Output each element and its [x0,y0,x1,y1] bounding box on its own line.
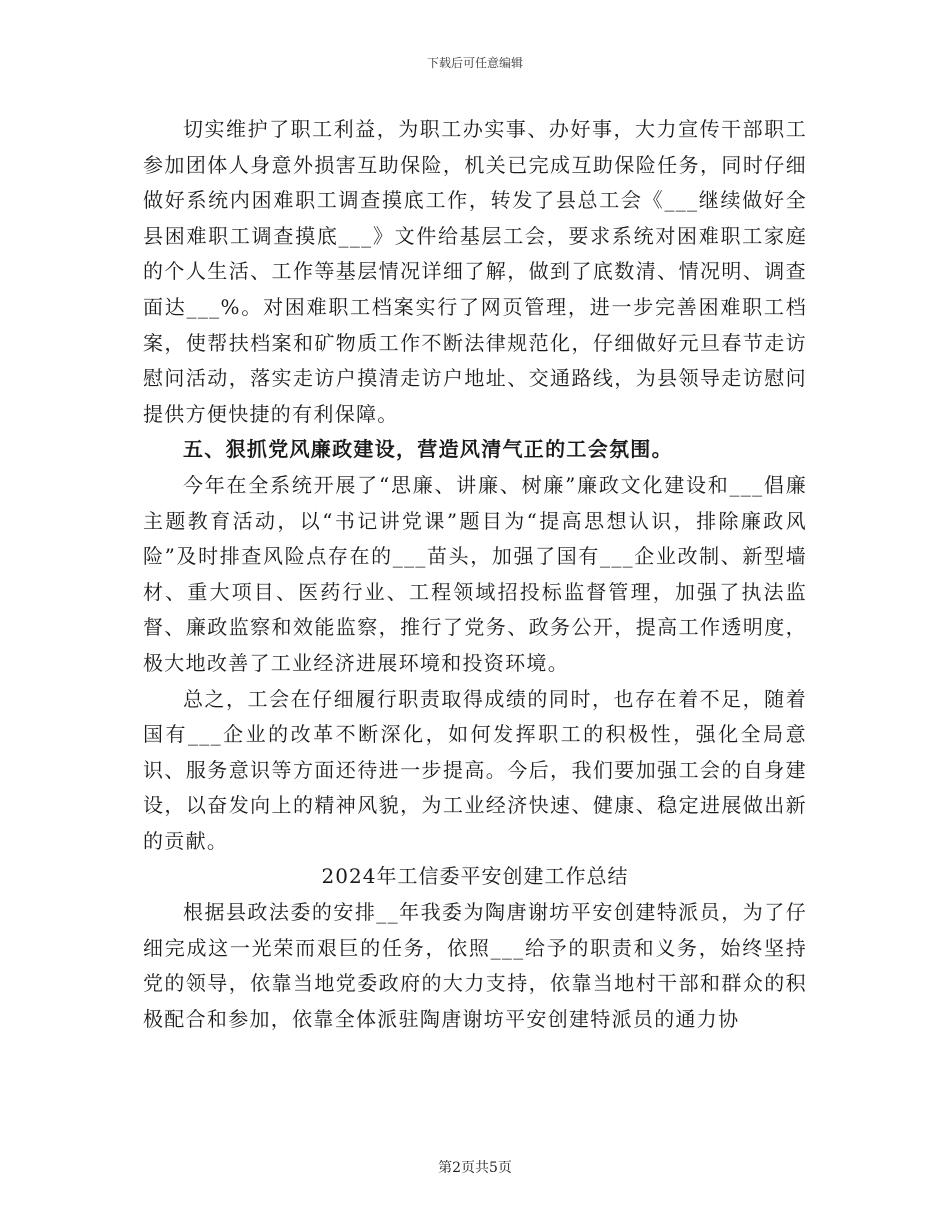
document-title: 2024年工信委平安创建工作总结 [321,864,629,889]
paragraph-summary: 总之，工会在仔细履行职责取得成绩的同时，也存在着不足，随着国有___企业的改革不断深化，如何发挥职工的积极性，强化全局意识、服务意识等方面还待进一步提高。今后，我们要加强工会的自身建设，以奋发向上的精神风貌，为工业经济快速、健康、稳定进展做出新的贡献。 [143,686,807,853]
paragraph-integrity-education: 今年在全系统开展了“思廉、讲廉、树廉”廉政文化建设和___倡廉主题教育活动，以“书记讲党课”题目为“提高思想认识，排除廉政风险”及时排查风险点存在的___苗头，加强了国有___企业改制、新型墙材、重大项目、医药行业、工程领域招投标监督管理，加强了执法监督、廉政监察和效能监察，推行了党务、政务公开，提高工作透明度，极大地改善了工业经济进展环境和投资环境。 [143,472,807,675]
page-header: 下载后可任意编辑 [426,56,523,70]
section-heading-party-integrity: 五、狠抓党风廉政建设，营造风清气正的工会氛围。 [183,437,673,462]
document-body [143,112,807,1037]
paragraph-safety-creation: 根据县政法委的安排__年我委为陶唐谢坊平安创建特派员，为了仔细完成这一光荣而艰巨的任务，依照___给予的职责和义务，始终坚持党的领导，依靠当地党委政府的大力支持，依靠当地村干部和群众的积极配合和参加，依靠全体派驻陶唐谢坊平安创建特派员的通力协 [143,900,807,1031]
paragraph-worker-benefits: 切实维护了职工利益，为职工办实事、办好事，大力宣传干部职工参加团体人身意外损害互助保险，机关已完成互助保险任务，同时仔细做好系统内困难职工调查摸底工作，转发了县总工会《___继续做好全县困难职工调查摸底___》文件给基层工会，要求系统对困难职工家庭的个人生活、工作等基层情况详细了解，做到了底数清、情况明、调查面达___%。对困难职工档案实行了网页管理，进一步完善困难职工档案，使帮扶档案和矿物质工作不断法律规范化，仔细做好元旦春节走访慰问活动，落实走访户摸清走访户地址、交通路线，为县领导走访慰问提供方便快捷的有利保障。 [143,117,807,426]
page-number: 第2页共5页 [438,1160,512,1176]
